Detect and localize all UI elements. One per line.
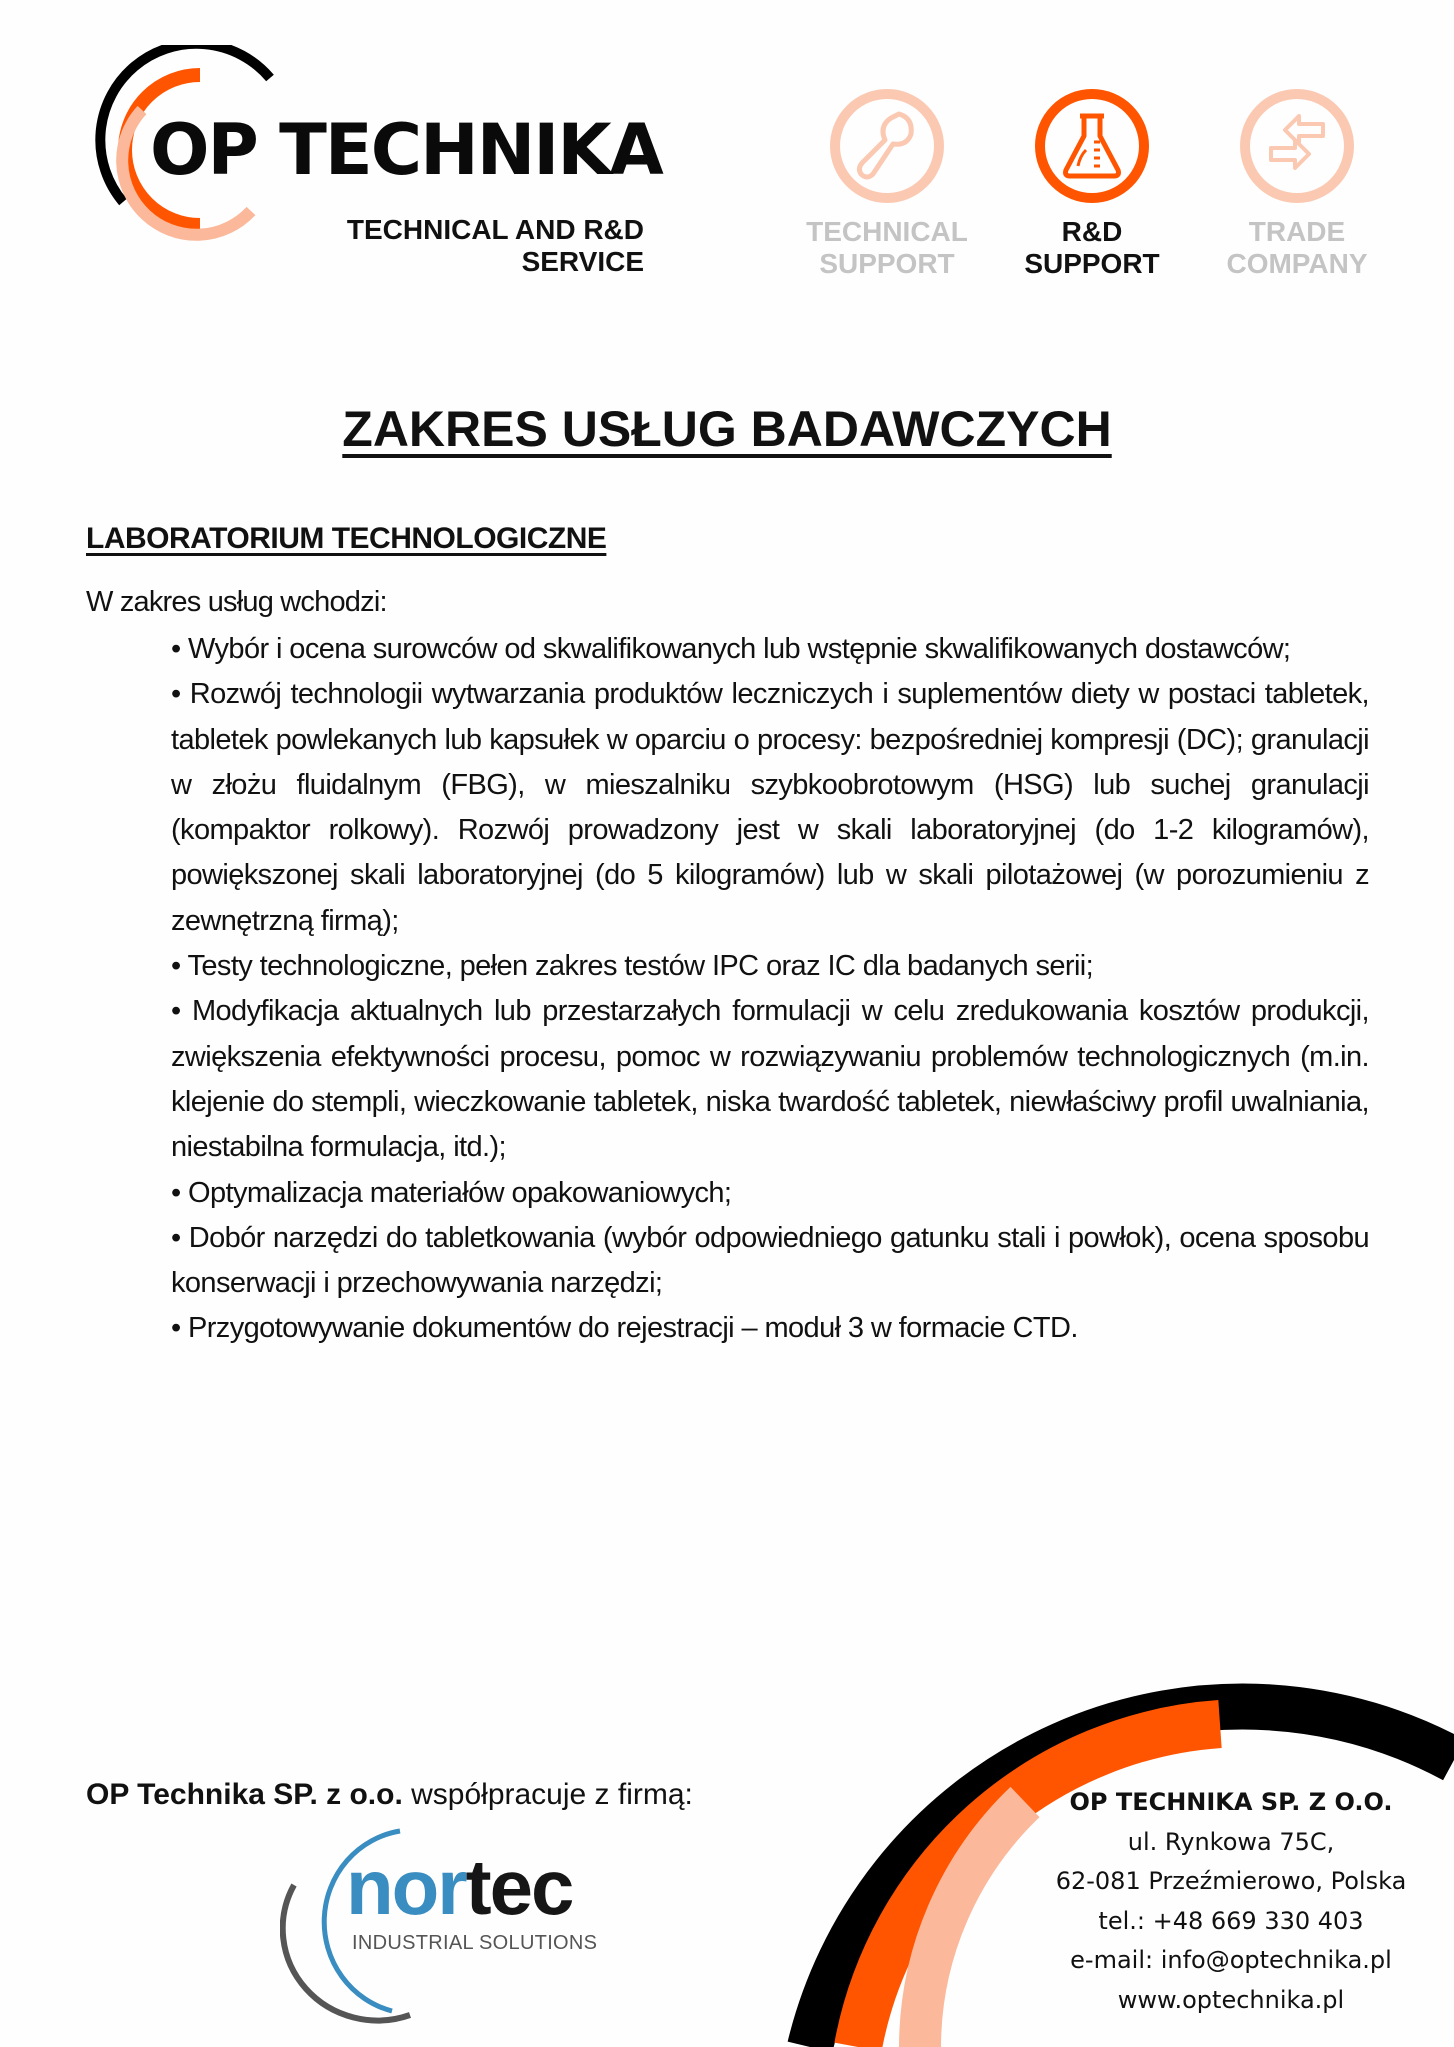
- cooperation-text: [86, 1778, 693, 1812]
- cooperation-company: OP Technika SP. z o.o.: [86, 1778, 403, 1811]
- service-label-line1: R&D: [1061, 216, 1123, 247]
- list-item: • Modyfikacja aktualnych lub przestarzałych formulacji w celu zredukowania kosztów produkcji, zwiększenia efektywności procesu, pomoc w rozwiązywaniu problemów technologicznych (m.in. klejenie do stempli, wieczkowanie tabletek, niska twardość tabletek, niewłaściwy profil uwalniania, niestabilna formulacja, itd.);: [171, 995, 1369, 1164]
- contact-website[interactable]: www.optechnika.pl: [1117, 1985, 1345, 2014]
- service-label: [802, 216, 972, 280]
- service-trade-company: [1212, 86, 1382, 280]
- section-heading: LABORATORIUM TECHNOLOGICZNE: [86, 522, 607, 555]
- brand-tagline-line1: TECHNICAL AND R&D: [346, 214, 644, 245]
- contact-email[interactable]: e-mail: info@optechnika.pl: [1070, 1946, 1392, 1974]
- contact-phone[interactable]: tel.: +48 669 330 403: [1098, 1906, 1364, 1935]
- list-item: • Przygotowywanie dokumentów do rejestracji – moduł 3 w formacie CTD.: [171, 1312, 1078, 1345]
- contact-street: ul. Rynkowa 75C,: [1127, 1827, 1335, 1856]
- services-list: [171, 627, 1369, 1352]
- nortec-wordmark: [346, 1843, 573, 1931]
- contact-block: [1008, 1783, 1454, 2020]
- document-title-wrap: [0, 400, 1454, 458]
- list-item: • Wybór i ocena surowców od skwalifikowanych lub wstępnie skwalifikowanych dostawców;: [171, 633, 1291, 665]
- document-title: ZAKRES USŁUG BADAWCZYCH: [342, 401, 1112, 457]
- service-label-line1: TECHNICAL: [806, 216, 968, 247]
- nortec-nor: nor: [346, 1843, 466, 1931]
- nortec-subtitle: INDUSTRIAL SOLUTIONS: [352, 1932, 598, 1954]
- list-item: • Optymalizacja materiałów opakowaniowych;: [171, 1176, 732, 1209]
- wrench-icon: [827, 86, 947, 206]
- service-technical-support: [802, 86, 972, 280]
- nortec-tec: tec: [465, 1843, 573, 1931]
- list-item: • Rozwój technologii wytwarzania produktów leczniczych i suplementów diety w postaci tabletek, tabletek powlekanych lub kapsułek w oparciu o procesy: bezpośredniej kompresji (DC); granulacji w złożu fluidalnym (FBG), w mieszalniku szybkoobrotowym (HSG) lub suchej granulacji (kompaktor rolkowy). Rozwój prowadzony jest w skali laboratoryjnej (do 1-2 kilogramów), powiększonej skali laboratoryjnej (do 5 kilogramów) lub w skali pilotażowej (w porozumieniu z zewnętrzną firmą);: [171, 678, 1369, 937]
- list-item: • Testy technologiczne, pełen zakres testów IPC oraz IC dla badanych serii;: [171, 950, 1094, 983]
- flask-icon: [1032, 86, 1152, 206]
- intro-text: W zakres usług wchodzi:: [86, 586, 387, 618]
- exchange-arrows-icon: [1237, 86, 1357, 206]
- list-item: • Dobór narzędzi do tabletkowania (wybór odpowiedniego gatunku stali i powłok), ocena sposobu konserwacji i przechowywania narzędzi;: [171, 1221, 1369, 1300]
- service-label-line2: SUPPORT: [819, 248, 955, 279]
- brand-name: OP TECHNIKA: [150, 109, 662, 191]
- contact-company: OP TECHNIKA SP. Z O.O.: [1069, 1788, 1393, 1816]
- service-rd-support: [1007, 86, 1177, 280]
- contact-city: 62-081 Przeźmierowo, Polska: [1055, 1867, 1407, 1895]
- service-label: [1212, 216, 1382, 280]
- service-label-line2: SUPPORT: [1024, 248, 1160, 279]
- brand-tagline: [347, 214, 644, 278]
- service-label-line1: TRADE: [1248, 216, 1346, 247]
- service-label-line2: COMPANY: [1226, 248, 1368, 279]
- cooperation-suffix: współpracuje z firmą:: [402, 1778, 693, 1811]
- service-label: [1007, 216, 1177, 280]
- brand-tagline-line2: SERVICE: [521, 246, 644, 277]
